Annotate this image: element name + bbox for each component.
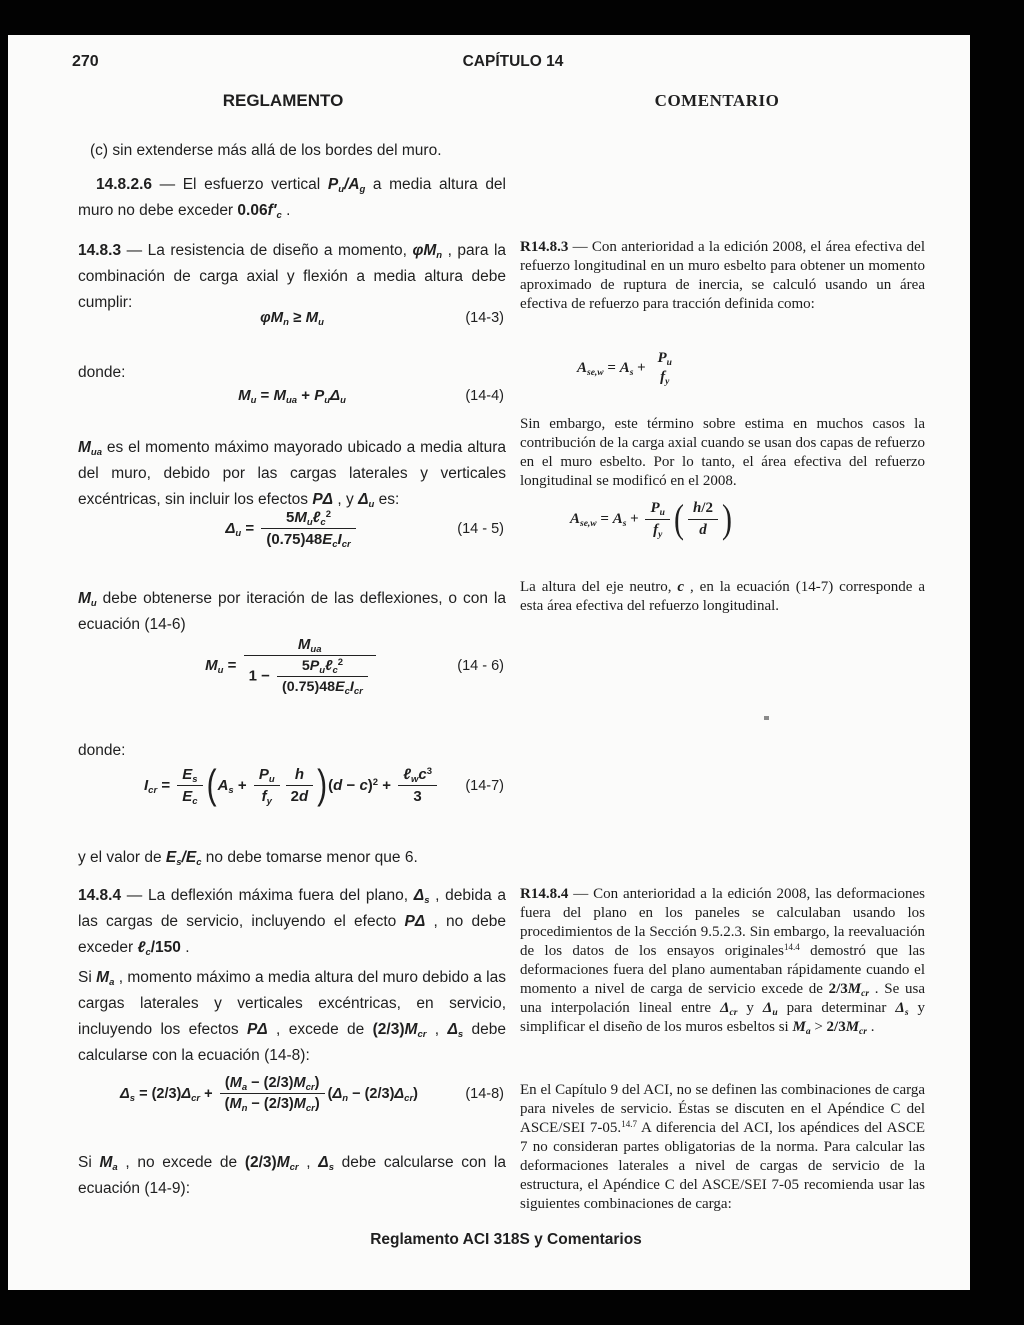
- paragraph-item-c: (c) sin extenderse más allá de los bordes del muro.: [90, 142, 442, 159]
- equation-14-6-label: (14 - 6): [457, 657, 504, 674]
- equation-asew-2: $A_{se,w} = A_s$ + $\frac{P_u}{f_y}$ ( $\frac{h/2}{d}$ ): [570, 496, 732, 542]
- fraction: $\frac{P_u}{f_y}$: [254, 766, 280, 805]
- equation-14-7-label: (14-7): [465, 777, 504, 794]
- fraction: $\frac{\ell_wc^3}{3}$: [398, 766, 437, 805]
- fraction: $\frac{P_u}{f_y}$: [645, 500, 669, 539]
- equation-14-6: $M_u$ = $M_{ua}$ 1 − $\frac{5P_u\ell_c^2}{(0.75)48E_cI_{cr}}$ (14 - 6): [205, 636, 504, 697]
- equation-14-3-label: (14-3): [465, 309, 504, 326]
- paragraph-mua: $M_{ua}$ es el momento máximo mayorado ubicado a media altura del muro, debido por las cargas laterales y verticales excéntricas, sin incluir los efectos PΔ , y $\Delta_u$ es:: [78, 439, 506, 510]
- reglamento-column: [78, 35, 506, 1290]
- paragraph-si-ma-2: Si $M_a$ , no excede de $(2/3)M_{cr}$ , $\Delta_s$ debe calcularse con la ecuación (14-9):: [78, 1154, 506, 1197]
- paragraph-r14-8-3: R14.8.3 — Con anterioridad a la edición 2008, el área efectiva del refuerzo longitudinal en un muro esbelto para obtener un momento aproximado de ruptura de inercia, se calculó usando un área efectiva de refuerzo para tracción definida como:: [520, 239, 925, 312]
- fraction: $M_{ua}$ 1 − $\frac{5P_u\ell_c^2}{(0.75)48E_cI_{cr}}$: [244, 636, 376, 695]
- paragraph-r14-8-4: R14.8.4 — Con anterioridad a la edición 2008, las deformaciones fuera del plano en los paneles se calculaban usando los procedimientos de la Sección 9.5.2.3. Sin embargo, la reevaluación de los datos de los ensayos originales$^{14.4}$ demostró que las deformaciones fuera del plano aumentaban rápidamente cuando el momento a nivel de carga de servicio excede de $2/3M_{cr}$ . Se usa una interpolación lineal entre $\Delta_{cr}$ y $\Delta_u$ para determinar $\Delta_s$ y simplificar el diseño de los muros esbeltos si $M_a > 2/3M_{cr}$ .: [520, 886, 926, 1037]
- equation-14-7: $I_{cr}$ = $\frac{E_s}{E_c}$ ( $A_s$ + $\frac{P_u}{f_y}$ $\frac{h}{2d}$ ) $(d - c)^2$ + $\frac{\ell_wc^3}{3}$ (14-7): [144, 762, 504, 808]
- page-number: 270: [72, 53, 99, 70]
- stacked-fraction: $P_u$ $f_y$: [657, 350, 672, 387]
- fraction: $\frac{E_s}{E_c}$: [177, 766, 202, 805]
- paragraph-14-8-4: 14.8.4 — La deflexión máxima fuera del plano, $\Delta_s$ , debida a las cargas de servicio, incluyendo el efecto PΔ , no debe exceder ℓ$_c$/150 .: [78, 887, 506, 958]
- column-header-reglamento: REGLAMENTO: [222, 91, 344, 110]
- equation-asew-1: $A_{se,w} = A_s$ + $P_u$ $f_y$: [520, 350, 925, 386]
- document-page: [8, 35, 970, 1290]
- nested-fraction: $\frac{5P_u\ell_c^2}{(0.75)48E_cI_{cr}}$: [277, 658, 368, 695]
- fraction: $\frac{(M_a - (2/3)M_{cr})}{(M_n - (2/3)M_{cr})}$: [220, 1075, 325, 1112]
- open-paren: (: [206, 762, 217, 808]
- close-paren: ): [721, 496, 732, 542]
- equation-14-8: $\Delta_s = (2/3)\Delta_{cr}$ + $\frac{(M_a - (2/3)M_{cr})}{(M_n - (2/3)M_{cr})}$ $(\Delta_n - (2/3)\Delta_{cr})$ (14-8): [120, 1075, 504, 1114]
- donde-label-1: donde:: [78, 364, 126, 381]
- open-paren: (: [673, 496, 684, 542]
- paragraph-sin-embargo: Sin embargo, este término sobre estima en muchos casos la contribución de la carga axial cuando se usan dos capas de refuerzo en el muro esbelto. Por lo tanto, el área efectiva del refuerzo longitudinal se modificó en el 2008.: [520, 416, 925, 489]
- comentario-column: [520, 35, 925, 1290]
- equation-14-5-label: (14 - 5): [457, 520, 504, 537]
- paragraph-mu-iteracion: $M_u$ debe obtenerse por iteración de las deflexiones, o con la ecuación (14-6): [78, 590, 506, 633]
- fraction: $\frac{5M_u\ell_c^2}{(0.75)48E_cI_{cr}}$: [261, 509, 355, 548]
- paragraph-altura-eje: La altura del eje neutro, c , en la ecuación (14-7) corresponde a esta área efectiva del refuerzo longitudinal.: [520, 579, 925, 614]
- equation-14-3: $\varphi M_n \ge M_u$ (14-3): [260, 309, 504, 328]
- equation-14-4: $M_u = M_{ua} + P_u\Delta_u$ (14-4): [238, 387, 504, 406]
- paragraph-capitulo-9: En el Capítulo 9 del ACI, no se definen las combinaciones de carga para niveles de servicio. Éstas se discuten en el Apéndice C del ASCE/SEI 7-05.$^{14.7}$ A diferencia del ACI, los apéndices del ASCE 7 no consideran partes obligatorias de la norma. Para calcular las deformaciones laterales a nivel de cargas de servicio de la estructura, el Apéndice C del ASCE/SEI 7-05 recomienda usar las siguientes combinaciones de carga:: [520, 1082, 925, 1212]
- paragraph-14-8-2-6: 14.8.2.6 — El esfuerzo vertical $P_u/A_g$ a media altura del muro no debe exceder $0.06f'_c$ .: [78, 176, 507, 221]
- equation-14-8-label: (14-8): [465, 1085, 504, 1102]
- chapter-header: CAPÍTULO 14: [462, 53, 564, 70]
- fraction: $\frac{h/2}{d}$: [688, 500, 718, 539]
- fraction: $\frac{h}{2d}$: [286, 766, 314, 805]
- column-header-comentario: COMENTARIO: [654, 91, 780, 110]
- donde-label-2: donde:: [78, 742, 126, 759]
- close-paren: ): [317, 762, 328, 808]
- page-footer: Reglamento ACI 318S y Comentarios: [370, 1231, 642, 1248]
- scan-artifact-dot: [764, 716, 769, 720]
- paragraph-14-8-3: 14.8.3 — La resistencia de diseño a momento, $\varphi M_n$ , para la combinación de carga axial y flexión a media altura debe cumplir:: [78, 242, 507, 311]
- equation-14-5: $\Delta_u$ = $\frac{5M_u\ell_c^2}{(0.75)48E_cI_{cr}}$ (14 - 5): [225, 509, 504, 550]
- equation-14-4-label: (14-4): [465, 387, 504, 404]
- paragraph-si-ma-1: Si $M_a$ , momento máximo a media altura del muro debido a las cargas laterales y verticales excéntricas, en servicio, incluyendo los efectos PΔ , excede de $(2/3)M_{cr}$ , $\Delta_s$ debe calcularse con la ecuación (14-8):: [78, 969, 506, 1064]
- paragraph-es-ec: y el valor de $E_s/E_c$ no debe tomarse menor que 6.: [78, 849, 418, 868]
